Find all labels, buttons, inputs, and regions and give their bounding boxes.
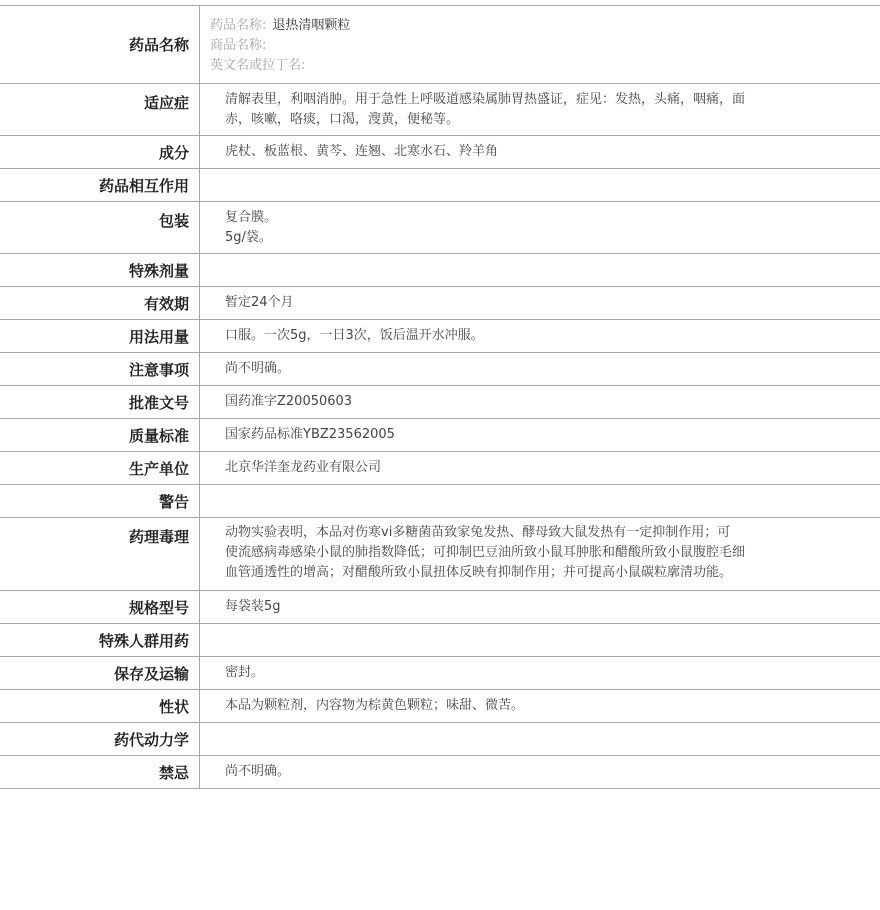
row-packaging <box>0 202 880 254</box>
drug-name-value: 退热清咽颗粒 <box>272 18 351 33</box>
label-interactions: 药品相互作用 <box>0 169 200 201</box>
indications-line: 赤，咳嗽，咯痰，口渴，溲黄，便秘等。 <box>225 112 460 127</box>
value-storage: 密封。 <box>225 665 265 680</box>
row-contraindications <box>0 756 880 789</box>
drug-info-table <box>0 5 880 789</box>
label-packaging: 包装 <box>0 202 200 253</box>
drug-name-key: 药品名称: <box>210 18 267 33</box>
names-cell <box>200 6 350 83</box>
value-warning <box>200 485 880 517</box>
pharmacology-line: 使流感病毒感染小鼠的肺指数降低；可抑制巴豆油所致小鼠耳肿胀和醋酸所致小鼠腹腔毛细 <box>225 545 746 560</box>
value-approval: 国药准字Z20050603 <box>225 394 353 409</box>
packaging-line: 复合膜。 <box>225 210 278 225</box>
label-validity: 有效期 <box>0 287 200 319</box>
row-warning <box>0 485 880 518</box>
label-standard: 质量标准 <box>0 419 200 451</box>
row-ingredients <box>0 136 880 169</box>
row-pharmacology <box>0 518 880 591</box>
value-pharmacology <box>200 518 880 590</box>
label-description: 性状 <box>0 690 200 722</box>
row-indications <box>0 84 880 136</box>
indications-line: 清解表里，利咽消肿。用于急性上呼吸道感染属肺胃热盛证，症见：发热，头痛，咽痛，面 <box>225 92 746 107</box>
row-interactions <box>0 169 880 202</box>
row-validity <box>0 287 880 320</box>
packaging-line: 5g/袋。 <box>225 230 272 245</box>
row-special-dose <box>0 254 880 287</box>
row-precautions <box>0 353 880 386</box>
label-special-population: 特殊人群用药 <box>0 624 200 656</box>
row-standard <box>0 419 880 452</box>
label-specification: 规格型号 <box>0 591 200 623</box>
row-storage <box>0 657 880 690</box>
value-specification: 每袋装5g <box>225 599 281 614</box>
row-special-population <box>0 624 880 657</box>
row-approval <box>0 386 880 419</box>
value-interactions <box>200 169 880 201</box>
value-special-population <box>200 624 880 656</box>
value-packaging <box>200 202 880 253</box>
row-manufacturer <box>0 452 880 485</box>
label-precautions: 注意事项 <box>0 353 200 385</box>
value-validity: 暂定24个月 <box>225 295 294 310</box>
pharmacology-line: 血管通透性的增高；对醋酸所致小鼠扭体反映有抑制作用；并可提高小鼠碳粒廓清功能。 <box>225 565 733 580</box>
value-indications <box>200 84 880 135</box>
label-approval: 批准文号 <box>0 386 200 418</box>
trade-name-key: 商品名称: <box>210 38 267 53</box>
value-standard: 国家药品标准YBZ23562005 <box>225 427 395 442</box>
value-description: 本品为颗粒剂，内容物为棕黄色颗粒；味甜、微苦。 <box>225 698 525 713</box>
label-pharmacokinetics: 药代动力学 <box>0 723 200 755</box>
label-warning: 警告 <box>0 485 200 517</box>
value-special-dose <box>200 254 880 286</box>
label-pharmacology: 药理毒理 <box>0 518 200 590</box>
value-ingredients: 虎杖、板蓝根、黄芩、连翘、北寒水石、羚羊角 <box>225 144 499 159</box>
row-description <box>0 690 880 723</box>
value-precautions: 尚不明确。 <box>225 361 291 376</box>
value-usage: 口服。一次5g，一日3次，饭后温开水冲服。 <box>225 328 484 343</box>
row-pharmacokinetics <box>0 723 880 756</box>
label-manufacturer: 生产单位 <box>0 452 200 484</box>
pharmacology-line: 动物实验表明，本品对伤寒vi多糖菌苗致家兔发热、酵母致大鼠发热有一定抑制作用；可 <box>225 525 731 540</box>
label-storage: 保存及运输 <box>0 657 200 689</box>
label-indications: 适应症 <box>0 84 200 135</box>
label-contraindications: 禁忌 <box>0 756 200 788</box>
row-usage <box>0 320 880 353</box>
value-contraindications: 尚不明确。 <box>225 764 291 779</box>
label-special-dose: 特殊剂量 <box>0 254 200 286</box>
value-manufacturer: 北京华洋奎龙药业有限公司 <box>225 460 382 475</box>
label-usage: 用法用量 <box>0 320 200 352</box>
label-ingredients: 成分 <box>0 136 200 168</box>
label-drug-name: 药品名称 <box>0 6 200 83</box>
english-name-key: 英文名或拉丁名: <box>210 58 306 73</box>
row-drug-name <box>0 6 880 84</box>
row-specification <box>0 591 880 624</box>
value-pharmacokinetics <box>200 723 880 755</box>
